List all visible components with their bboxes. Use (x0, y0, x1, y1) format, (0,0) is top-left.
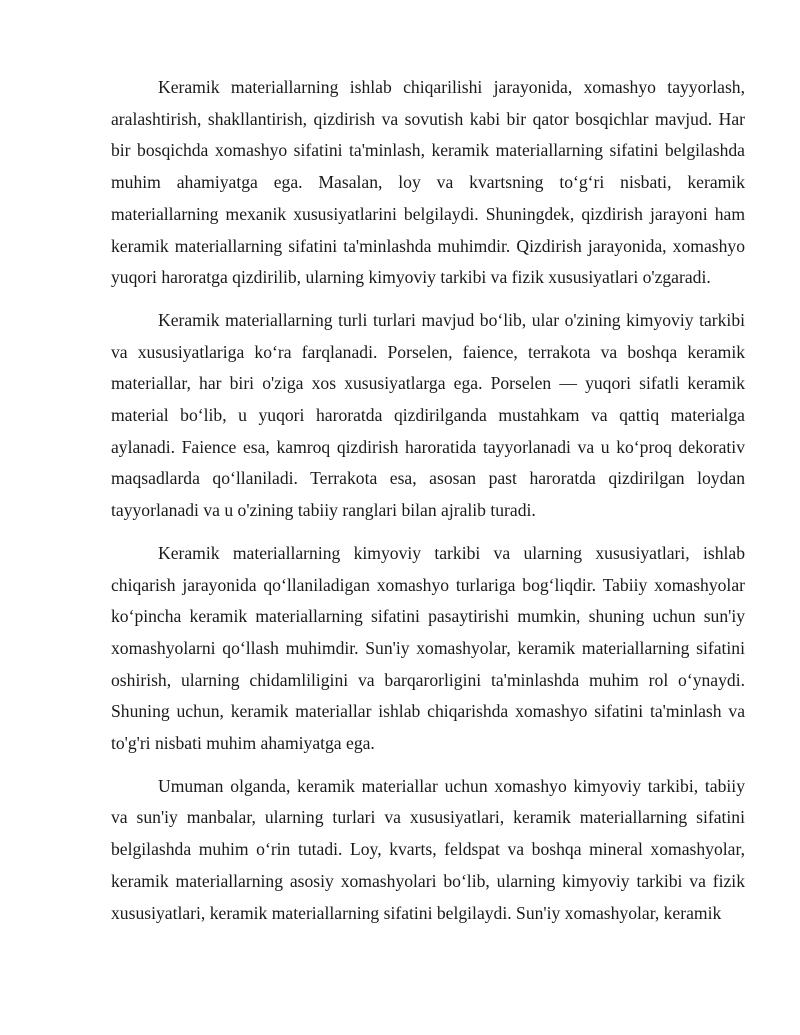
paragraph-chemical-composition: Keramik materiallarning kimyoviy tarkibi va ularning xususiyatlari, ishlab chiqarish jarayonida qo‘llaniladigan xomashyo turlariga bog‘liqdir. Tabiiy xomashyolar ko‘pincha keramik materiallarning sifatini pasaytirishi mumkin, shuning uchun sun'iy xomashyolarni qo‘llash muhimdir. Sun'iy xomashyolar, keramik materiallarning sifatini oshirish, ularning chidamliligini va barqarorligini ta'minlashda muhim rol o‘ynaydi. Shuning uchun, keramik materiallar ishlab chiqarishda xomashyo sifatini ta'minlash va to'g'ri nisbati muhim ahamiyatga ega. (111, 542, 745, 754)
paragraph-summary: Umuman olganda, keramik materiallar uchun xomashyo kimyoviy tarkibi, tabiiy va sun'iy manbalar, ularning turlari va xususiyatlari, keramik materiallarning sifatini belgilashda muhim o‘rin tutadi. Loy, kvarts, feldspat va boshqa mineral xomashyolar, keramik materiallarning asosiy xomashyolari bo‘lib, ularning kimyoviy tarkibi va fizik xususiyatlari, keramik materiallarning sifatini belgilaydi. Sun'iy xomashyolar, keramik (111, 775, 745, 923)
document-body (111, 72, 745, 940)
paragraph-ceramic-types: Keramik materiallarning turli turlari mavjud bo‘lib, ular o'zining kimyoviy tarkibi va xususiyatlariga ko‘ra farqlanadi. Porselen, faience, terrakota va boshqa keramik materiallar, har biri o'ziga xos xususiyatlarga ega. Porselen — yuqori sifatli keramik material bo‘lib, u yuqori haroratda qizdirilganda mustahkam va qattiq materialga aylanadi. Faience esa, kamroq qizdirish haroratida tayyorlanadi va u ko‘proq dekorativ maqsadlarda qo‘llaniladi. Terrakota esa, asosan past haroratda qizdirilgan loydan tayyorlanadi va u o'zining tabiiy ranglari bilan ajralib turadi. (111, 309, 745, 521)
paragraph-production-stages: Keramik materiallarning ishlab chiqarilishi jarayonida, xomashyo tayyorlash, aralashtirish, shakllantirish, qizdirish va sovutish kabi bir qator bosqichlar mavjud. Har bir bosqichda xomashyo sifatini ta'minlash, keramik materiallarning sifatini belgilashda muhim ahamiyatga ega. Masalan, loy va kvartsning to‘g‘ri nisbati, keramik materiallarning mexanik xususiyatlarini belgilaydi. Shuningdek, qizdirish jarayoni ham keramik materiallarning sifatini ta'minlashda muhimdir. Qizdirish jarayonida, xomashyo yuqori haroratga qizdirilib, ularning kimyoviy tarkibi va fizik xususiyatlari o'zgaradi. (111, 77, 745, 288)
